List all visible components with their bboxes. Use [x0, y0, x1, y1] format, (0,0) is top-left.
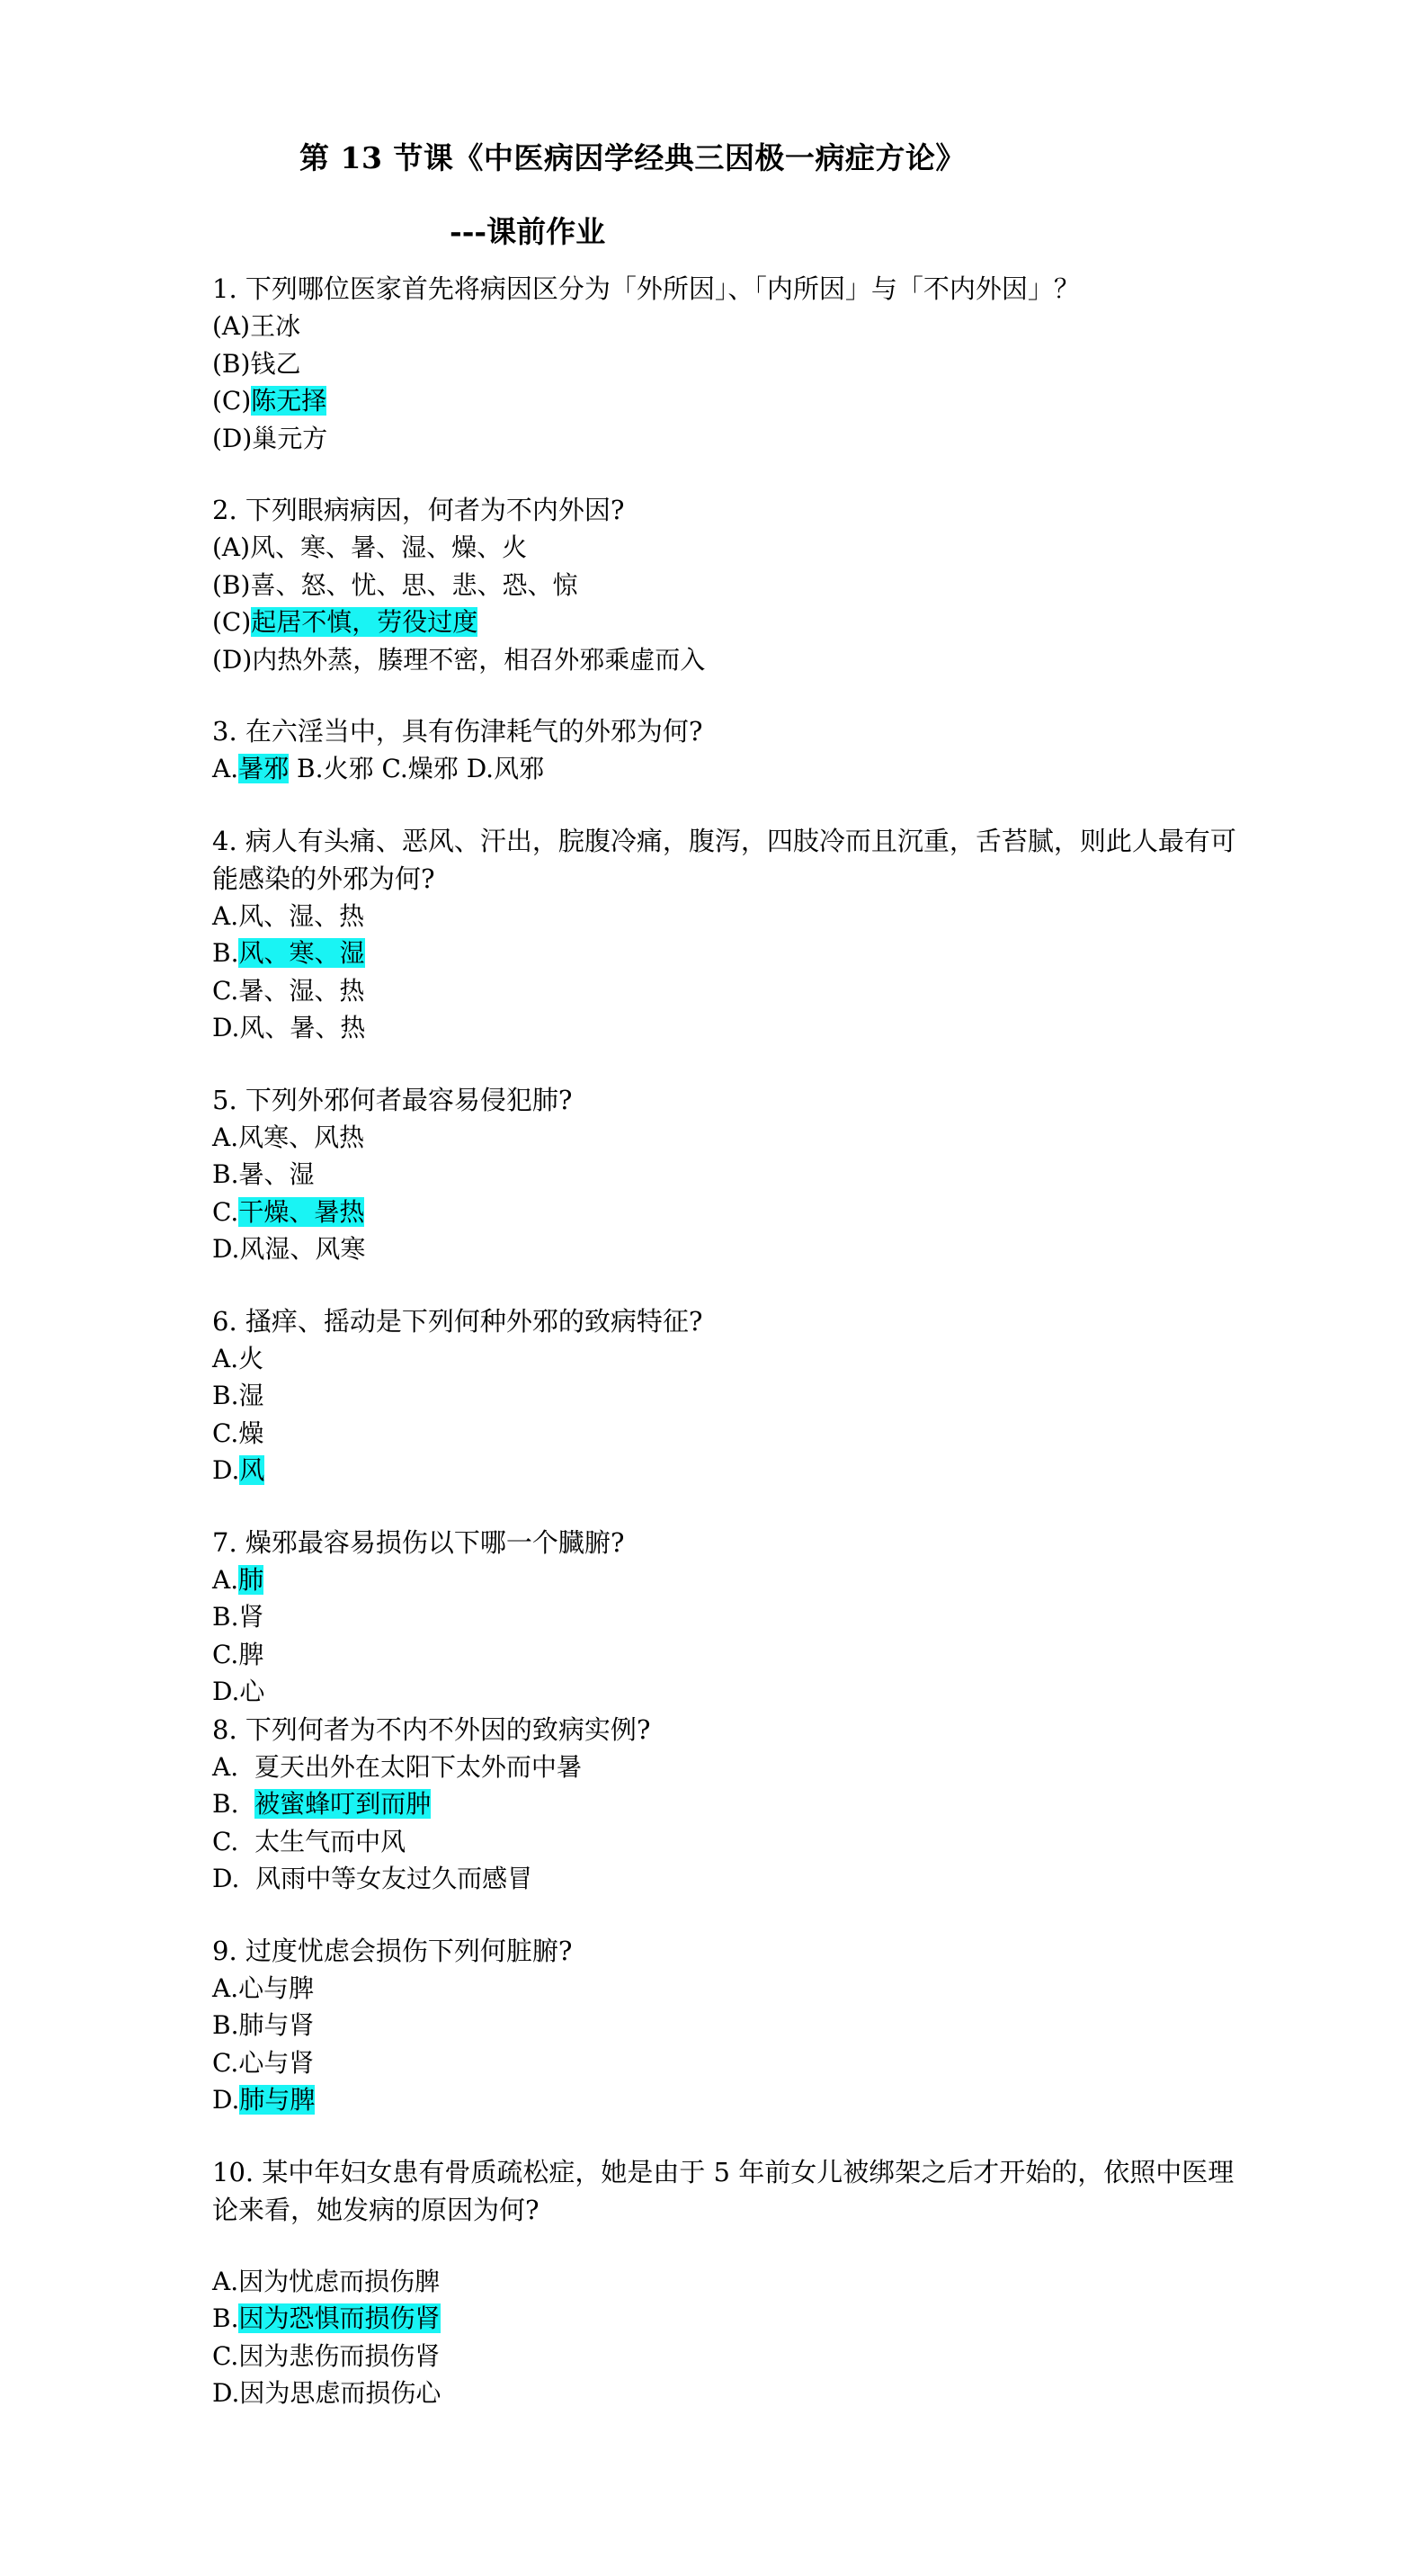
question-3	[212, 712, 1246, 788]
option-b: B.湿	[212, 1381, 264, 1410]
question-text: 6. 搔痒、摇动是下列何种外邪的致病特征?	[212, 1305, 703, 1337]
option-c: C.干燥、暑热	[212, 1196, 365, 1227]
document-title: 第 13 节课《中医病因学经典三因极一病症方论》	[299, 140, 966, 175]
option-d: D.风、暑、热	[212, 1013, 366, 1042]
option-d: D. 风雨中等女友过久而感冒	[212, 1864, 533, 1893]
option-c: C.燥	[212, 1418, 264, 1448]
answer-highlight: 陈无择	[251, 386, 327, 416]
question-text: 8. 下列何者为不内不外因的致病实例?	[212, 1713, 651, 1745]
option-a: (A)王冰	[212, 311, 301, 341]
question-7	[212, 1524, 1246, 1711]
question-2	[212, 491, 1246, 678]
answer-highlight: 干燥、暑热	[238, 1196, 365, 1227]
option-c: (C)陈无择	[212, 386, 327, 416]
question-text: 5. 下列外邪何者最容易侵犯肺?	[212, 1084, 573, 1115]
option-b: B.肺与肾	[212, 2010, 315, 2040]
option-b: B.因为恐惧而损伤肾	[212, 2303, 441, 2333]
answer-highlight: 暑邪	[238, 754, 290, 783]
option-c: C.脾	[212, 1639, 264, 1669]
option-a: A.风、湿、热	[212, 900, 365, 931]
question-text: 9. 过度忧虑会损伤下列何脏腑?	[212, 1935, 573, 1966]
option-d: (D)巢元方	[212, 423, 328, 453]
answer-highlight: 起居不慎，劳役过度	[251, 607, 478, 637]
question-text: 2. 下列眼病病因，何者为不内外因?	[212, 495, 625, 525]
option-a: A.火	[212, 1343, 264, 1373]
option-a: A.心与脾	[212, 1972, 315, 2003]
answer-highlight: 因为恐惧而损伤肾	[238, 2303, 441, 2333]
question-9	[212, 1932, 1246, 2119]
option-a: (A)风、寒、暑、湿、燥、火	[212, 532, 528, 562]
option-a: A.因为忧虑而损伤脾	[212, 2266, 441, 2296]
option-b: (B)喜、怒、忧、思、悲、恐、惊	[212, 569, 578, 600]
question-text: 7. 燥邪最容易损伤以下哪一个臓腑?	[212, 1526, 625, 1558]
question-text: 3. 在六淫当中，具有伤津耗气的外邪为何?	[212, 716, 703, 747]
question-text: 1. 下列哪位医家首先将病因区分为「外所因」、「内所因」与「不内外因」？	[212, 273, 1080, 304]
answer-highlight: 风、寒、湿	[238, 938, 365, 968]
question-10	[212, 2153, 1246, 2412]
option-c: C.因为悲伤而损伤肾	[212, 2340, 441, 2371]
question-4	[212, 822, 1246, 1047]
option-a: A.风寒、风热	[212, 1122, 365, 1152]
option-b: B. 被蜜蜂叮到而肿	[212, 1789, 432, 1819]
option-c: C.心与肾	[212, 2047, 315, 2078]
option-b: B.风、寒、湿	[212, 938, 365, 968]
answer-highlight: 被蜜蜂叮到而肿	[254, 1789, 432, 1819]
option-a: A.肺	[212, 1564, 264, 1595]
option-d: D.心	[212, 1677, 265, 1706]
question-text: 10. 某中年妇女患有骨质疏松症，她是由于 5 年前女儿被绑架之后才开始的，依照中医理论来看，她发病的原因为何?	[212, 2156, 1235, 2225]
question-6	[212, 1302, 1246, 1489]
option-c: C. 太生气而中风	[212, 1826, 406, 1856]
option-a: A. 夏天出外在太阳下太外而中暑	[212, 1751, 582, 1782]
option-b: B.肾	[212, 1602, 264, 1632]
option-d: D.风	[212, 1455, 265, 1485]
question-8	[212, 1711, 1246, 1898]
option-c: (C)起居不慎，劳役过度	[212, 607, 478, 637]
question-text: 4. 病人有头痛、恶风、汗出，脘腹冷痛，腹泻，四肢冷而且沉重，舌苔腻，则此人最有可能感染的外邪为何?	[212, 825, 1236, 894]
question-1	[212, 270, 1246, 457]
question-5	[212, 1081, 1246, 1268]
option-b: (B)钱乙	[212, 348, 301, 379]
inline-options: A.暑邪 B.火邪 C.燥邪 D.风邪	[212, 754, 545, 783]
option-d: D.风湿、风寒	[212, 1234, 366, 1264]
option-b: B.暑、湿	[212, 1159, 315, 1189]
answer-highlight: 肺与脾	[239, 2085, 316, 2115]
answer-highlight: 肺	[238, 1564, 264, 1595]
option-d: D.因为思虑而损伤心	[212, 2378, 441, 2408]
option-d: D.肺与脾	[212, 2085, 316, 2115]
option-d: (D)内热外蒸，腠理不密，相召外邪乘虚而入	[212, 644, 706, 675]
question-list	[212, 270, 1246, 2412]
document-subtitle: ---课前作业	[450, 214, 606, 249]
option-c: C.暑、湿、热	[212, 975, 365, 1006]
answer-highlight: 风	[239, 1455, 265, 1485]
